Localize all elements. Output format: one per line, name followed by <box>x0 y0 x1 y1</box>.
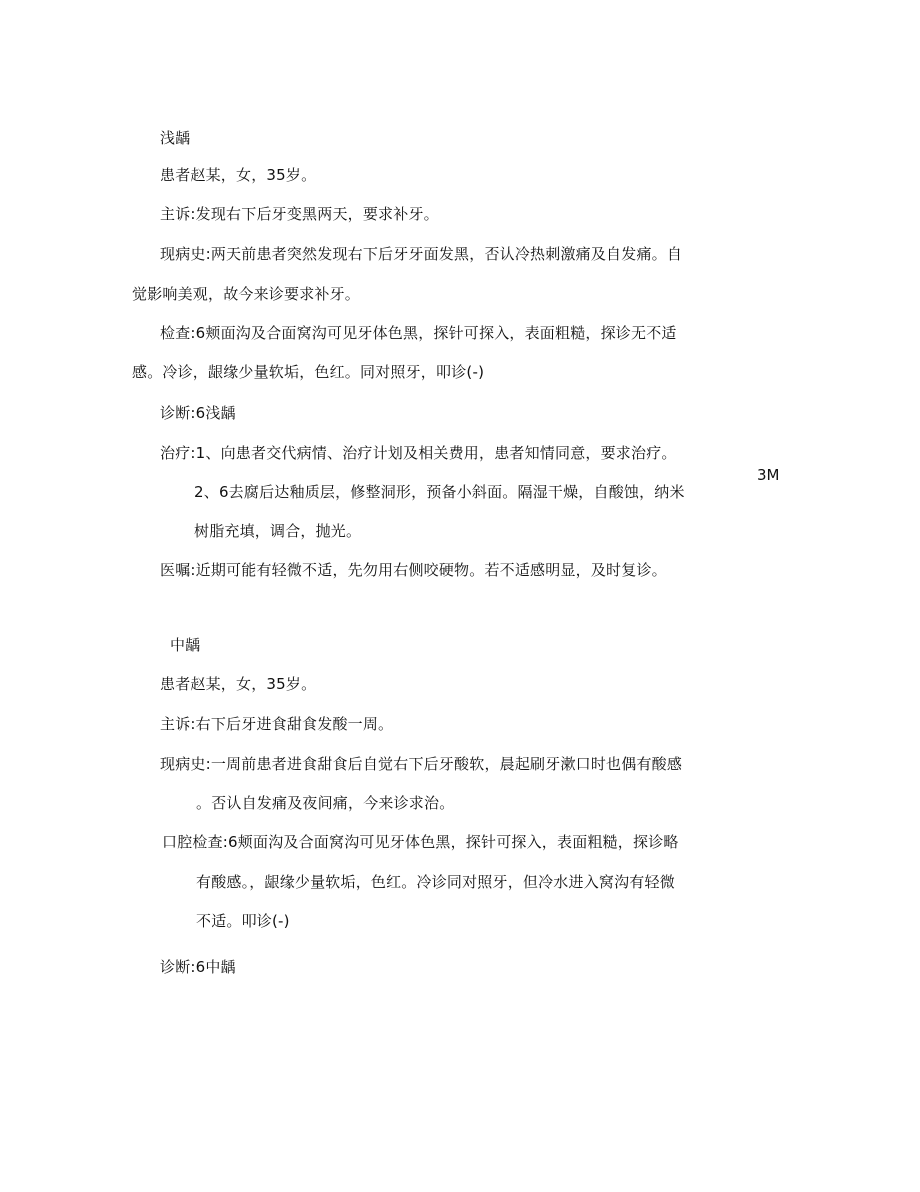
oral-examination-cont: 有酸感。，龈缘少量软垢，色红。冷诊同对照牙，但冷水进入窝沟有轻微 <box>196 873 675 891</box>
chief-complaint: 主诉:右下后牙进食甜食发酸一周。 <box>160 715 394 733</box>
examination-cont: 感。冷诊，龈缘少量软垢，色红。同对照牙，叩诊(-) <box>132 363 485 381</box>
oral-examination-cont-2: 不适。叩诊(-) <box>196 912 290 930</box>
patient-info: 患者赵某，女，35岁。 <box>160 675 317 693</box>
present-history-cont: 。否认自发痛及夜间痛，今来诊求治。 <box>196 794 455 812</box>
case-title: 浅龋 <box>160 129 191 147</box>
present-history: 现病史:两天前患者突然发现右下后牙牙面发黑，否认冷热刺激痛及自发痛。自 <box>160 245 683 263</box>
treatment: 治疗:1、向患者交代病情、治疗计划及相关费用，患者知情同意，要求治疗。 <box>160 444 677 462</box>
margin-note: 3M <box>757 466 780 484</box>
oral-examination: 口腔检查:6颊面沟及合面窝沟可见牙体色黑，探针可探入，表面粗糙，探诊略 <box>162 833 679 851</box>
treatment-step-2-cont: 树脂充填，调合，抛光。 <box>194 522 362 540</box>
present-history-cont: 觉影响美观，故今来诊要求补牙。 <box>132 285 361 303</box>
patient-info: 患者赵某，女，35岁。 <box>160 166 317 184</box>
medical-advice: 医嘱:近期可能有轻微不适，先勿用右侧咬硬物。若不适感明显，及时复诊。 <box>160 561 667 579</box>
diagnosis: 诊断:6浅龋 <box>160 404 236 422</box>
examination: 检查:6颊面沟及合面窝沟可见牙体色黑，探针可探入，表面粗糙，探诊无不适 <box>160 324 677 342</box>
chief-complaint: 主诉:发现右下后牙变黑两天，要求补牙。 <box>160 205 439 223</box>
present-history: 现病史:一周前患者进食甜食后自觉右下后牙酸软，晨起刷牙漱口时也偶有酸感 <box>160 755 683 773</box>
treatment-step-2: 2、6去腐后达釉质层，修整洞形，预备小斜面。隔湿干燥，自酸蚀，纳米 <box>194 483 685 501</box>
diagnosis: 诊断:6中龋 <box>160 958 236 976</box>
case-title: 中龋 <box>170 636 201 654</box>
